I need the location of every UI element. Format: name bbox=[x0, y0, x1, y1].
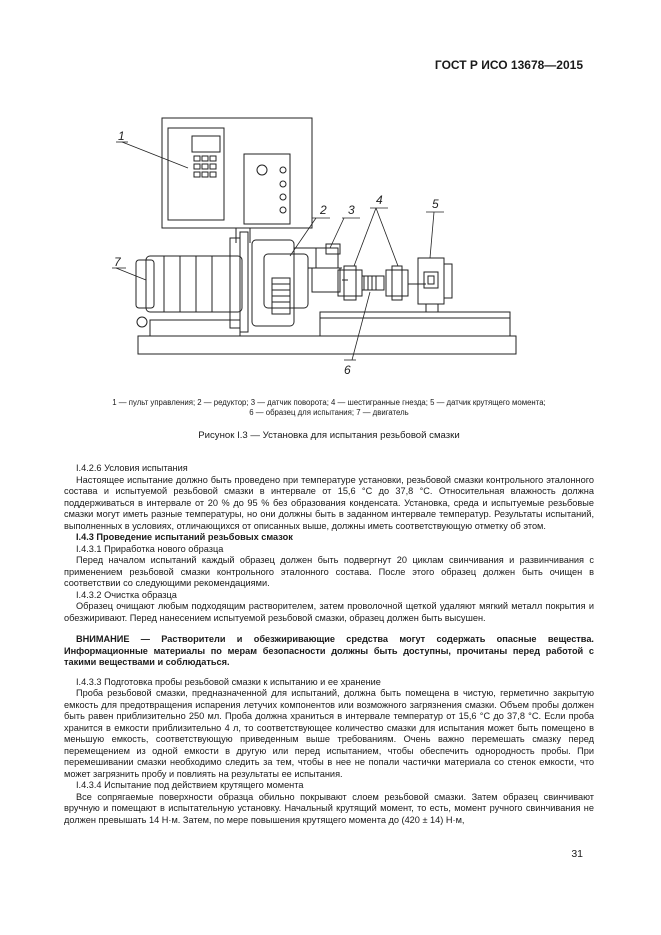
warning-note: ВНИМАНИЕ — Растворители и обезжиривающие средства могут содержать опасные вещества. Информационные материалы по мерам безопасности должны быть доступны, прочитаны перед работой с такими веществами и соблюдаться. bbox=[64, 634, 594, 667]
section-heading: I.4.3.3 Подготовка пробы резьбовой смазки к испытанию и ее хранение bbox=[76, 676, 381, 687]
section-heading: I.4.3.2 Очистка образца bbox=[76, 589, 177, 600]
motor bbox=[136, 232, 248, 332]
test-rig-figure bbox=[80, 108, 580, 388]
page-number: 31 bbox=[571, 848, 583, 860]
figure-caption: Рисунок I.3 — Установка для испытания резьбовой смазки bbox=[198, 430, 460, 441]
callout-4: 4 bbox=[376, 193, 383, 207]
paragraph: Перед началом испытаний каждый образец должен быть подвергнут 20 циклам свинчивания и развинчивания с применением резьбовой смазки контрольного эталонного состава. После этого образец должен быть очищен в соответствии со следующими рекомендациями. bbox=[64, 555, 594, 588]
figure-legend bbox=[64, 398, 594, 418]
section-heading: I.4.3 Проведение испытаний резьбовых смазок bbox=[76, 532, 293, 542]
base-frame bbox=[137, 312, 516, 354]
hex-sockets bbox=[338, 266, 426, 300]
section-heading: I.4.3.1 Приработка нового образца bbox=[76, 543, 224, 554]
gearbox bbox=[252, 240, 316, 326]
paragraph: Все сопрягаемые поверхности образца обильно покрывают слоем резьбовой смазки. Затем образец свинчивают вручную и помещают в испытательную установку. Начальный крутящий момент, то есть, момент ручного свинчивания не должен превышать 14 Н·м. Затем, по мере повышения крутящего момента до (420 ± 14) Н·м, bbox=[64, 791, 594, 825]
control-panel bbox=[162, 118, 312, 243]
callout-6: 6 bbox=[344, 363, 351, 377]
section-heading: I.4.2.6 Условия испытания bbox=[76, 463, 188, 473]
paragraph: Проба резьбовой смазки, предназначенной для испытаний, должна быть помещена в чистую, герметично закрытую емкость для предотвращения испарения летучих компонентов или возможного загрязнения смазки. Объем пробы должен быть равен приблизительно 250 мл. Проба должна храниться в интервале температур от 15,6 °С до 37,8 °С. Если проба хранится в емкости приблизительно 4 л, то соответствующее количество смазки для испытания может быть помещено в меньшую емкость, соответствующую приведенным выше требованиям. Очень важно перемешать смазку перед перемещением из одной емкости в другую или перед испытанием, чтобы обеспечить однородность пробы. При перемешивании смазки необходимо следить за тем, чтобы в нее не попали частички материала со стенок емкости, что может загрязнить пробу и повлиять на результаты ее испытания. bbox=[64, 688, 594, 779]
body-text bbox=[64, 463, 594, 826]
callout-5: 5 bbox=[432, 197, 439, 211]
rotation-sensor bbox=[308, 244, 348, 292]
callout-1: 1 bbox=[118, 129, 125, 143]
legend-line-1: 1 — пульт управления; 2 — редуктор; 3 — датчик поворота; 4 — шестигранные гнезда; 5 — датчик крутящего момента; bbox=[112, 398, 546, 407]
document-header: ГОСТ Р ИСО 13678—2015 bbox=[434, 58, 583, 72]
paragraph: Образец очищают любым подходящим растворителем, затем проволочной щеткой удаляют мягкий металл покрытия и обезжиривают. Перед нанесением испытуемой резьбовой смазки, образец должен быть высушен. bbox=[64, 601, 594, 623]
legend-line-2: 6 — образец для испытания; 7 — двигатель bbox=[249, 408, 409, 417]
callout-2: 2 bbox=[320, 203, 327, 217]
paragraph: Настоящее испытание должно быть проведено при температуре установки, резьбовой смазки контрольного эталонного состава и испытуемой резьбовой смазки в интервале от 15,6 °С до 37,8 °С. Относительная влажность должна поддерживаться в интервале от 20 % до 95 % без образования конденсата. Установка, среда и испытуемые резьбовые смазки могут иметь разные температуры, но они должны быть в заданном интервале температур. Результаты испытаний, выполненных в условиях, отличающихся от описанных выше, должны иметь соответствующую отметку об этом. bbox=[64, 474, 594, 531]
callout-3: 3 bbox=[348, 203, 355, 217]
callout-7: 7 bbox=[114, 255, 121, 269]
torque-sensor bbox=[418, 258, 452, 312]
section-heading: I.4.3.4 Испытание под действием крутящего момента bbox=[76, 780, 304, 790]
